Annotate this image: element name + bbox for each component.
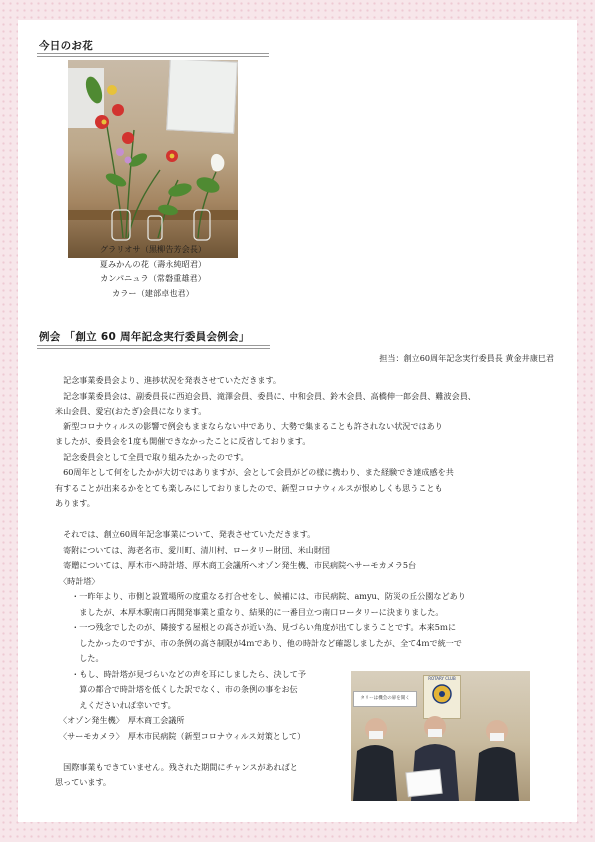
body-line: した。 [55, 653, 104, 663]
flowers-title-rule [37, 53, 269, 57]
flowers-section-title: 今日のお花 [39, 40, 93, 52]
flower-arrangement-photo [68, 60, 238, 258]
body-line: 記念事業委員会より、進捗状況を発表させていただきます。 [55, 375, 281, 385]
body-line: えくださいれば幸いです。 [55, 700, 176, 710]
rotary-banner: タリーは機会の扉を開く [353, 691, 417, 707]
meeting-byline: 担当：創立60周年記念実行委員長 黄金井康巳君 [379, 353, 554, 363]
body-line: ・もし、時計塔が見づらいなどの声を耳にしましたら、決して予 [55, 669, 306, 679]
body-line: あります。 [55, 498, 95, 508]
flower-credit: カンパニュラ（常磐重雄君） [100, 273, 206, 283]
meeting-section-title: 例会 「創立 60 周年記念実行委員会例会」 [39, 331, 250, 343]
rotary-club-sign-text: ROTARY CLUB [428, 676, 456, 681]
body-line: ましたが、本厚木駅南口再開発事業と重なり、結果的に一番目立つ南口ロータリーに決まりました。 [55, 607, 444, 617]
body-line: 記念事業委員会は、副委員長に西迫会員、滝澤会員、委員に、中和会員、鈴木会員、高橋伸一郎会員、難波会員、 [55, 391, 476, 401]
body-line: したかったのですが、市の条例の高さ制限が4ｍであり、他の時計など確認しましたが、全て4ｍで統一で [55, 638, 462, 648]
body-line: 国際事業もできていません。残された期間にチャンスがあればと [55, 762, 298, 772]
body-line: 思っています。 [55, 777, 112, 787]
body-line: 有することが出来るかをとても楽しみにしておりましたので、新型コロナウィルスが恨めしくも思うことも [55, 483, 443, 493]
body-line: 〈サーモカメラ〉 厚木市民病院（新型コロナウィルス対策として） [55, 731, 306, 741]
meeting-title-rule [37, 345, 270, 349]
body-line: 寄贈については、厚木市へ時計塔、厚木商工会議所へオゾン発生機、市民病院へサーモカメラ5台 [55, 560, 417, 570]
flower-credit: カラー（建部卓也君） [112, 287, 194, 298]
body-line: 新型コロナウィルスの影響で例会もままならない中であり、大勢で集まることも許されない状況ではあり [55, 421, 443, 431]
body-line: ましたが、委員会を1度も開催できなかったことに反省しております。 [55, 436, 311, 446]
flower-credit: 夏みかんの花（壽永純昭君） [99, 258, 207, 269]
body-line: 〈オゾン発生機〉 厚木商工会議所 [55, 715, 185, 725]
flower-credit: グラリオサ（黒柳告芳会長） [99, 244, 207, 254]
ceremony-photo [351, 671, 530, 801]
body-line: それでは、創立60周年記念事業について、発表させていただきます。 [55, 529, 316, 539]
body-line: 60周年として何をしたかが大切ではありますが、会として会員がどの様に携わり、また経験でき達成感を共 [55, 467, 454, 477]
newsletter-page [18, 20, 577, 822]
body-line: ・一つ残念でしたのが、隣接する屋根との高さが近い為、見づらい角度が出てしまうことです。本来5ｍに [55, 622, 457, 632]
body-line: 寄附については、海老名市、愛川町、清川村、ロータリー財団、米山財団 [55, 545, 331, 555]
flower-credits [60, 242, 246, 300]
body-line: 記念委員会として全員で取り組みたかったのです。 [55, 452, 249, 462]
body-line: 米山会員、愛宕(おたぎ)会員になります。 [55, 406, 207, 416]
body-line: 算の都合で時計塔を低くした訳でなく、市の条例の事をお伝 [55, 684, 298, 694]
body-line: ・一昨年より、市側と設置場所の度重なる打合せをし、候補には、市民病院、amyu、防災の丘公園などあり [55, 591, 466, 601]
body-line: 〈時計塔〉 [55, 576, 100, 586]
